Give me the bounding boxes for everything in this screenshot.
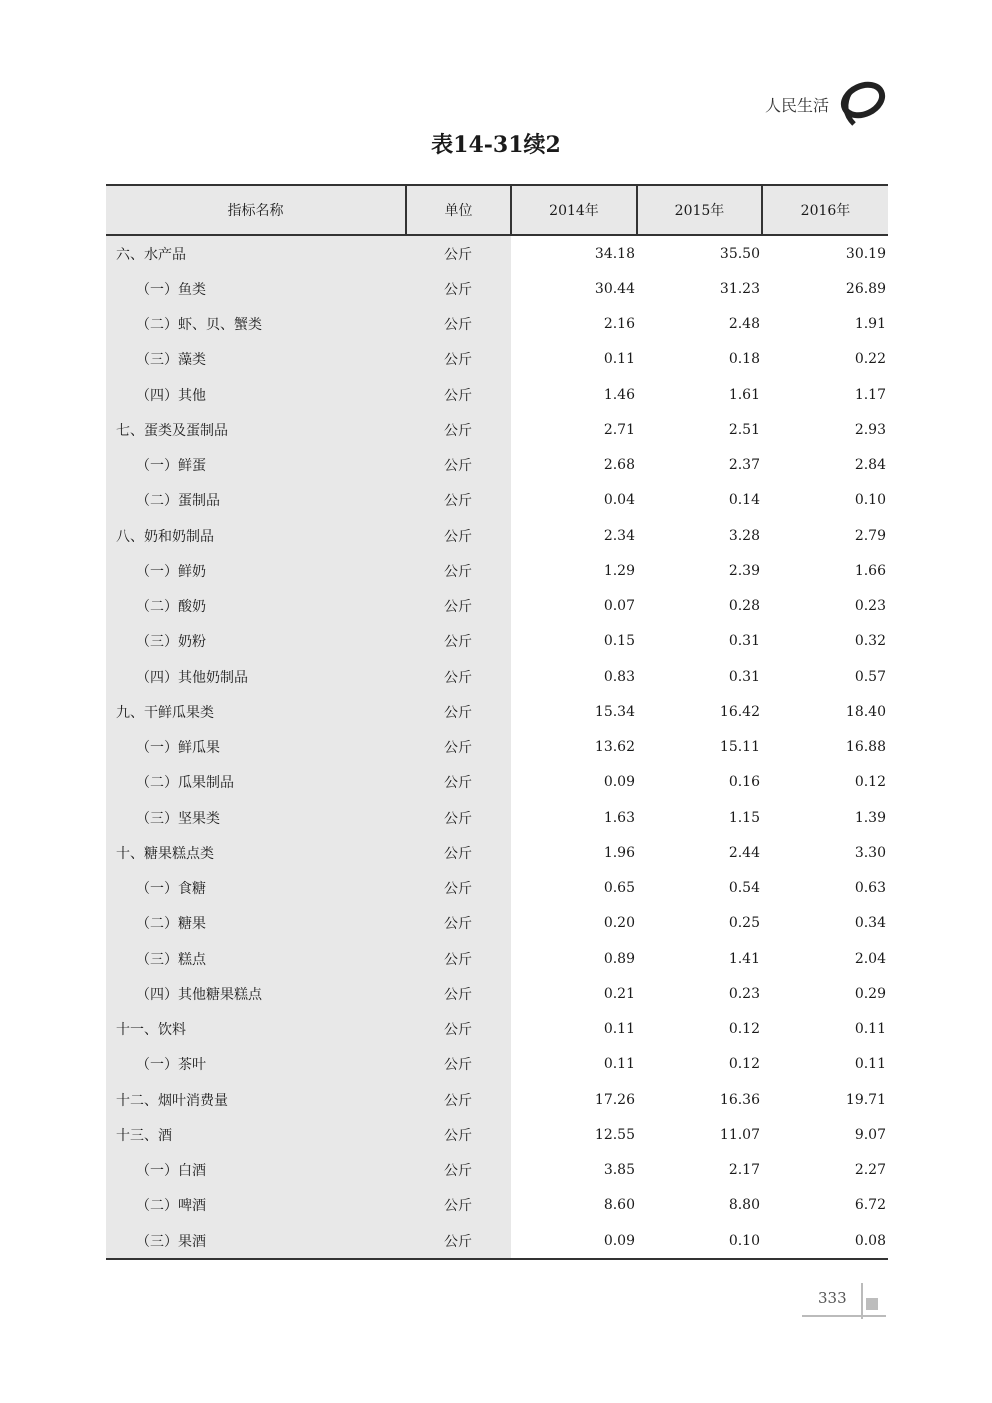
row-value-2016: 0.57 (854, 668, 886, 685)
table-row (106, 553, 888, 588)
table-row (106, 342, 888, 377)
row-value-2015: 2.39 (728, 562, 760, 579)
row-indicator-name: （一）鲜瓜果 (106, 730, 406, 765)
row-unit: 公斤 (406, 1082, 511, 1117)
table-row (106, 694, 888, 729)
row-unit: 公斤 (406, 1117, 511, 1152)
table-row (106, 941, 888, 976)
row-value-2014: 2.71 (603, 421, 635, 438)
row-value-2015: 2.51 (728, 421, 760, 438)
row-value-2014: 1.29 (603, 562, 635, 579)
row-indicator-name: （二）糖果 (106, 906, 406, 941)
row-indicator-name: （四）其他奶制品 (106, 659, 406, 694)
row-value-2016: 26.89 (845, 280, 886, 297)
row-value-2016: 6.72 (854, 1197, 886, 1214)
row-value-2016: 2.93 (854, 421, 886, 438)
row-unit: 公斤 (406, 377, 511, 412)
row-unit: 公斤 (406, 976, 511, 1011)
row-unit: 公斤 (406, 659, 511, 694)
row-indicator-name: （三）藻类 (106, 342, 406, 377)
row-value-2016: 19.71 (845, 1091, 886, 1108)
row-value-2015: 0.25 (728, 915, 760, 932)
row-value-2014: 2.68 (603, 457, 635, 474)
row-value-2014: 1.96 (603, 844, 635, 861)
row-unit: 公斤 (406, 941, 511, 976)
row-value-2016: 3.30 (854, 844, 886, 861)
row-value-2014: 3.85 (603, 1162, 635, 1179)
row-indicator-name: 八、奶和奶制品 (106, 518, 406, 553)
row-value-2014: 0.09 (603, 774, 635, 791)
row-indicator-name: （一）茶叶 (106, 1047, 406, 1082)
row-value-2014: 0.04 (603, 492, 635, 509)
table-row (106, 518, 888, 553)
header-year-2014: 2014年 (511, 185, 637, 235)
row-unit: 公斤 (406, 906, 511, 941)
row-value-2016: 30.19 (845, 245, 886, 262)
table-row (106, 1012, 888, 1047)
header-indicator-name: 指标名称 (106, 185, 406, 235)
table-row (106, 1223, 888, 1259)
row-value-2015: 0.31 (728, 633, 760, 650)
chapter-header-label: 人民生活 (764, 96, 829, 115)
row-value-2015: 31.23 (719, 280, 760, 297)
row-value-2016: 0.63 (854, 880, 886, 897)
page-number-rule-vertical (861, 1283, 863, 1319)
row-indicator-name: （三）奶粉 (106, 624, 406, 659)
row-unit: 公斤 (406, 589, 511, 624)
table-row (106, 659, 888, 694)
chapter-logo-icon (836, 80, 886, 130)
row-indicator-name: （三）果酒 (106, 1223, 406, 1259)
row-value-2016: 18.40 (845, 703, 886, 720)
row-value-2016: 0.32 (854, 633, 886, 650)
row-indicator-name: 十三、酒 (106, 1117, 406, 1152)
row-value-2016: 2.84 (854, 457, 886, 474)
consumption-table (106, 184, 888, 1260)
row-value-2014: 17.26 (594, 1091, 635, 1108)
row-unit: 公斤 (406, 694, 511, 729)
row-value-2014: 34.18 (594, 245, 635, 262)
row-unit: 公斤 (406, 483, 511, 518)
row-value-2014: 0.83 (603, 668, 635, 685)
row-value-2015: 3.28 (728, 527, 760, 544)
row-value-2014: 8.60 (603, 1197, 635, 1214)
row-indicator-name: （三）坚果类 (106, 800, 406, 835)
row-value-2015: 0.12 (728, 1056, 760, 1073)
table-row (106, 483, 888, 518)
row-indicator-name: 十二、烟叶消费量 (106, 1082, 406, 1117)
row-unit: 公斤 (406, 765, 511, 800)
row-value-2015: 15.11 (719, 739, 760, 756)
table-row (106, 765, 888, 800)
row-value-2016: 2.27 (854, 1162, 886, 1179)
row-unit: 公斤 (406, 730, 511, 765)
row-value-2014: 2.16 (603, 316, 635, 333)
row-value-2014: 0.15 (603, 633, 635, 650)
row-unit: 公斤 (406, 835, 511, 870)
row-unit: 公斤 (406, 448, 511, 483)
row-unit: 公斤 (406, 1012, 511, 1047)
row-value-2015: 16.42 (719, 703, 760, 720)
row-value-2014: 0.11 (603, 1021, 635, 1038)
row-value-2016: 9.07 (854, 1126, 886, 1143)
table-row (106, 448, 888, 483)
row-unit: 公斤 (406, 412, 511, 447)
row-indicator-name: （四）其他 (106, 377, 406, 412)
row-value-2014: 0.20 (603, 915, 635, 932)
row-value-2016: 0.22 (854, 351, 886, 368)
table-header-row (106, 185, 888, 235)
table-row (106, 624, 888, 659)
row-indicator-name: 十一、饮料 (106, 1012, 406, 1047)
row-value-2015: 11.07 (719, 1126, 760, 1143)
row-unit: 公斤 (406, 307, 511, 342)
row-unit: 公斤 (406, 271, 511, 306)
row-value-2014: 2.34 (603, 527, 635, 544)
row-indicator-name: （二）虾、贝、蟹类 (106, 307, 406, 342)
row-value-2016: 0.23 (854, 598, 886, 615)
row-unit: 公斤 (406, 871, 511, 906)
row-value-2016: 16.88 (845, 739, 886, 756)
row-unit: 公斤 (406, 1223, 511, 1259)
row-indicator-name: （四）其他糖果糕点 (106, 976, 406, 1011)
row-value-2014: 12.55 (594, 1126, 635, 1143)
row-value-2016: 0.10 (854, 492, 886, 509)
table-row (106, 377, 888, 412)
row-value-2015: 1.61 (728, 386, 760, 403)
row-indicator-name: （一）鱼类 (106, 271, 406, 306)
row-value-2015: 0.23 (728, 985, 760, 1002)
row-value-2015: 16.36 (719, 1091, 760, 1108)
row-value-2016: 1.66 (854, 562, 886, 579)
row-indicator-name: （一）鲜奶 (106, 553, 406, 588)
table-row (106, 1153, 888, 1188)
table-row (106, 307, 888, 342)
row-value-2015: 8.80 (728, 1197, 760, 1214)
header-year-2016: 2016年 (762, 185, 888, 235)
row-unit: 公斤 (406, 624, 511, 659)
row-value-2015: 0.28 (728, 598, 760, 615)
row-unit: 公斤 (406, 518, 511, 553)
table-row (106, 412, 888, 447)
row-value-2016: 0.08 (762, 1223, 888, 1259)
row-indicator-name: （一）食糖 (106, 871, 406, 906)
table-row (106, 1188, 888, 1223)
row-value-2015: 0.12 (728, 1021, 760, 1038)
row-value-2014: 0.11 (603, 1056, 635, 1073)
table-row (106, 589, 888, 624)
row-value-2015: 0.54 (728, 880, 760, 897)
row-value-2014: 13.62 (594, 739, 635, 756)
table-row (106, 730, 888, 765)
table-title: 表14-31续2 (431, 132, 561, 158)
row-indicator-name: 十、糖果糕点类 (106, 835, 406, 870)
row-value-2014: 0.21 (603, 985, 635, 1002)
row-indicator-name: 七、蛋类及蛋制品 (106, 412, 406, 447)
table-row (106, 976, 888, 1011)
row-indicator-name: （二）瓜果制品 (106, 765, 406, 800)
row-value-2014: 30.44 (594, 280, 635, 297)
row-unit: 公斤 (406, 1153, 511, 1188)
table-row (106, 906, 888, 941)
row-indicator-name: （三）糕点 (106, 941, 406, 976)
row-value-2015: 35.50 (719, 245, 760, 262)
page-number-rule-horizontal (802, 1315, 886, 1317)
row-unit: 公斤 (406, 553, 511, 588)
row-value-2014: 0.89 (603, 950, 635, 967)
row-value-2015: 1.41 (728, 950, 760, 967)
row-unit: 公斤 (406, 342, 511, 377)
page-corner-square (866, 1298, 878, 1310)
table-body (106, 235, 888, 1259)
row-unit: 公斤 (406, 800, 511, 835)
row-value-2016: 2.04 (854, 950, 886, 967)
page-number: 333 (818, 1289, 847, 1307)
row-indicator-name: （一）鲜蛋 (106, 448, 406, 483)
row-indicator-name: （二）酸奶 (106, 589, 406, 624)
table-row (106, 271, 888, 306)
row-unit: 公斤 (406, 235, 511, 271)
row-value-2014: 0.65 (603, 880, 635, 897)
row-value-2014: 0.07 (603, 598, 635, 615)
table-row (106, 871, 888, 906)
row-value-2016: 2.79 (854, 527, 886, 544)
table-row (106, 1117, 888, 1152)
row-indicator-name: 六、水产品 (106, 235, 406, 271)
table-row (106, 235, 888, 271)
row-unit: 公斤 (406, 1047, 511, 1082)
row-value-2016: 0.34 (854, 915, 886, 932)
row-value-2016: 0.29 (854, 985, 886, 1002)
row-value-2016: 0.12 (854, 774, 886, 791)
row-value-2015: 1.15 (728, 809, 760, 826)
table-row (106, 800, 888, 835)
header-year-2015: 2015年 (637, 185, 762, 235)
row-value-2014: 15.34 (594, 703, 635, 720)
row-value-2014: 0.11 (603, 351, 635, 368)
row-unit: 公斤 (406, 1188, 511, 1223)
row-value-2015: 2.17 (728, 1162, 760, 1179)
row-value-2015: 0.10 (637, 1223, 762, 1259)
row-value-2016: 1.39 (854, 809, 886, 826)
row-value-2015: 2.48 (728, 316, 760, 333)
table-row (106, 1047, 888, 1082)
row-value-2015: 0.31 (728, 668, 760, 685)
row-value-2015: 0.18 (728, 351, 760, 368)
row-indicator-name: （二）啤酒 (106, 1188, 406, 1223)
row-value-2014: 1.63 (603, 809, 635, 826)
row-value-2016: 0.11 (854, 1056, 886, 1073)
row-value-2014: 0.09 (511, 1223, 637, 1259)
table-row (106, 835, 888, 870)
row-indicator-name: （二）蛋制品 (106, 483, 406, 518)
row-value-2015: 2.37 (728, 457, 760, 474)
header-unit: 单位 (406, 185, 511, 235)
row-value-2014: 1.46 (603, 386, 635, 403)
row-indicator-name: （一）白酒 (106, 1153, 406, 1188)
row-value-2016: 0.11 (854, 1021, 886, 1038)
row-value-2016: 1.17 (854, 386, 886, 403)
row-indicator-name: 九、干鲜瓜果类 (106, 694, 406, 729)
row-value-2015: 0.14 (728, 492, 760, 509)
data-table-container (106, 184, 888, 1260)
row-value-2015: 2.44 (728, 844, 760, 861)
row-value-2016: 1.91 (854, 316, 886, 333)
table-row (106, 1082, 888, 1117)
row-value-2015: 0.16 (728, 774, 760, 791)
